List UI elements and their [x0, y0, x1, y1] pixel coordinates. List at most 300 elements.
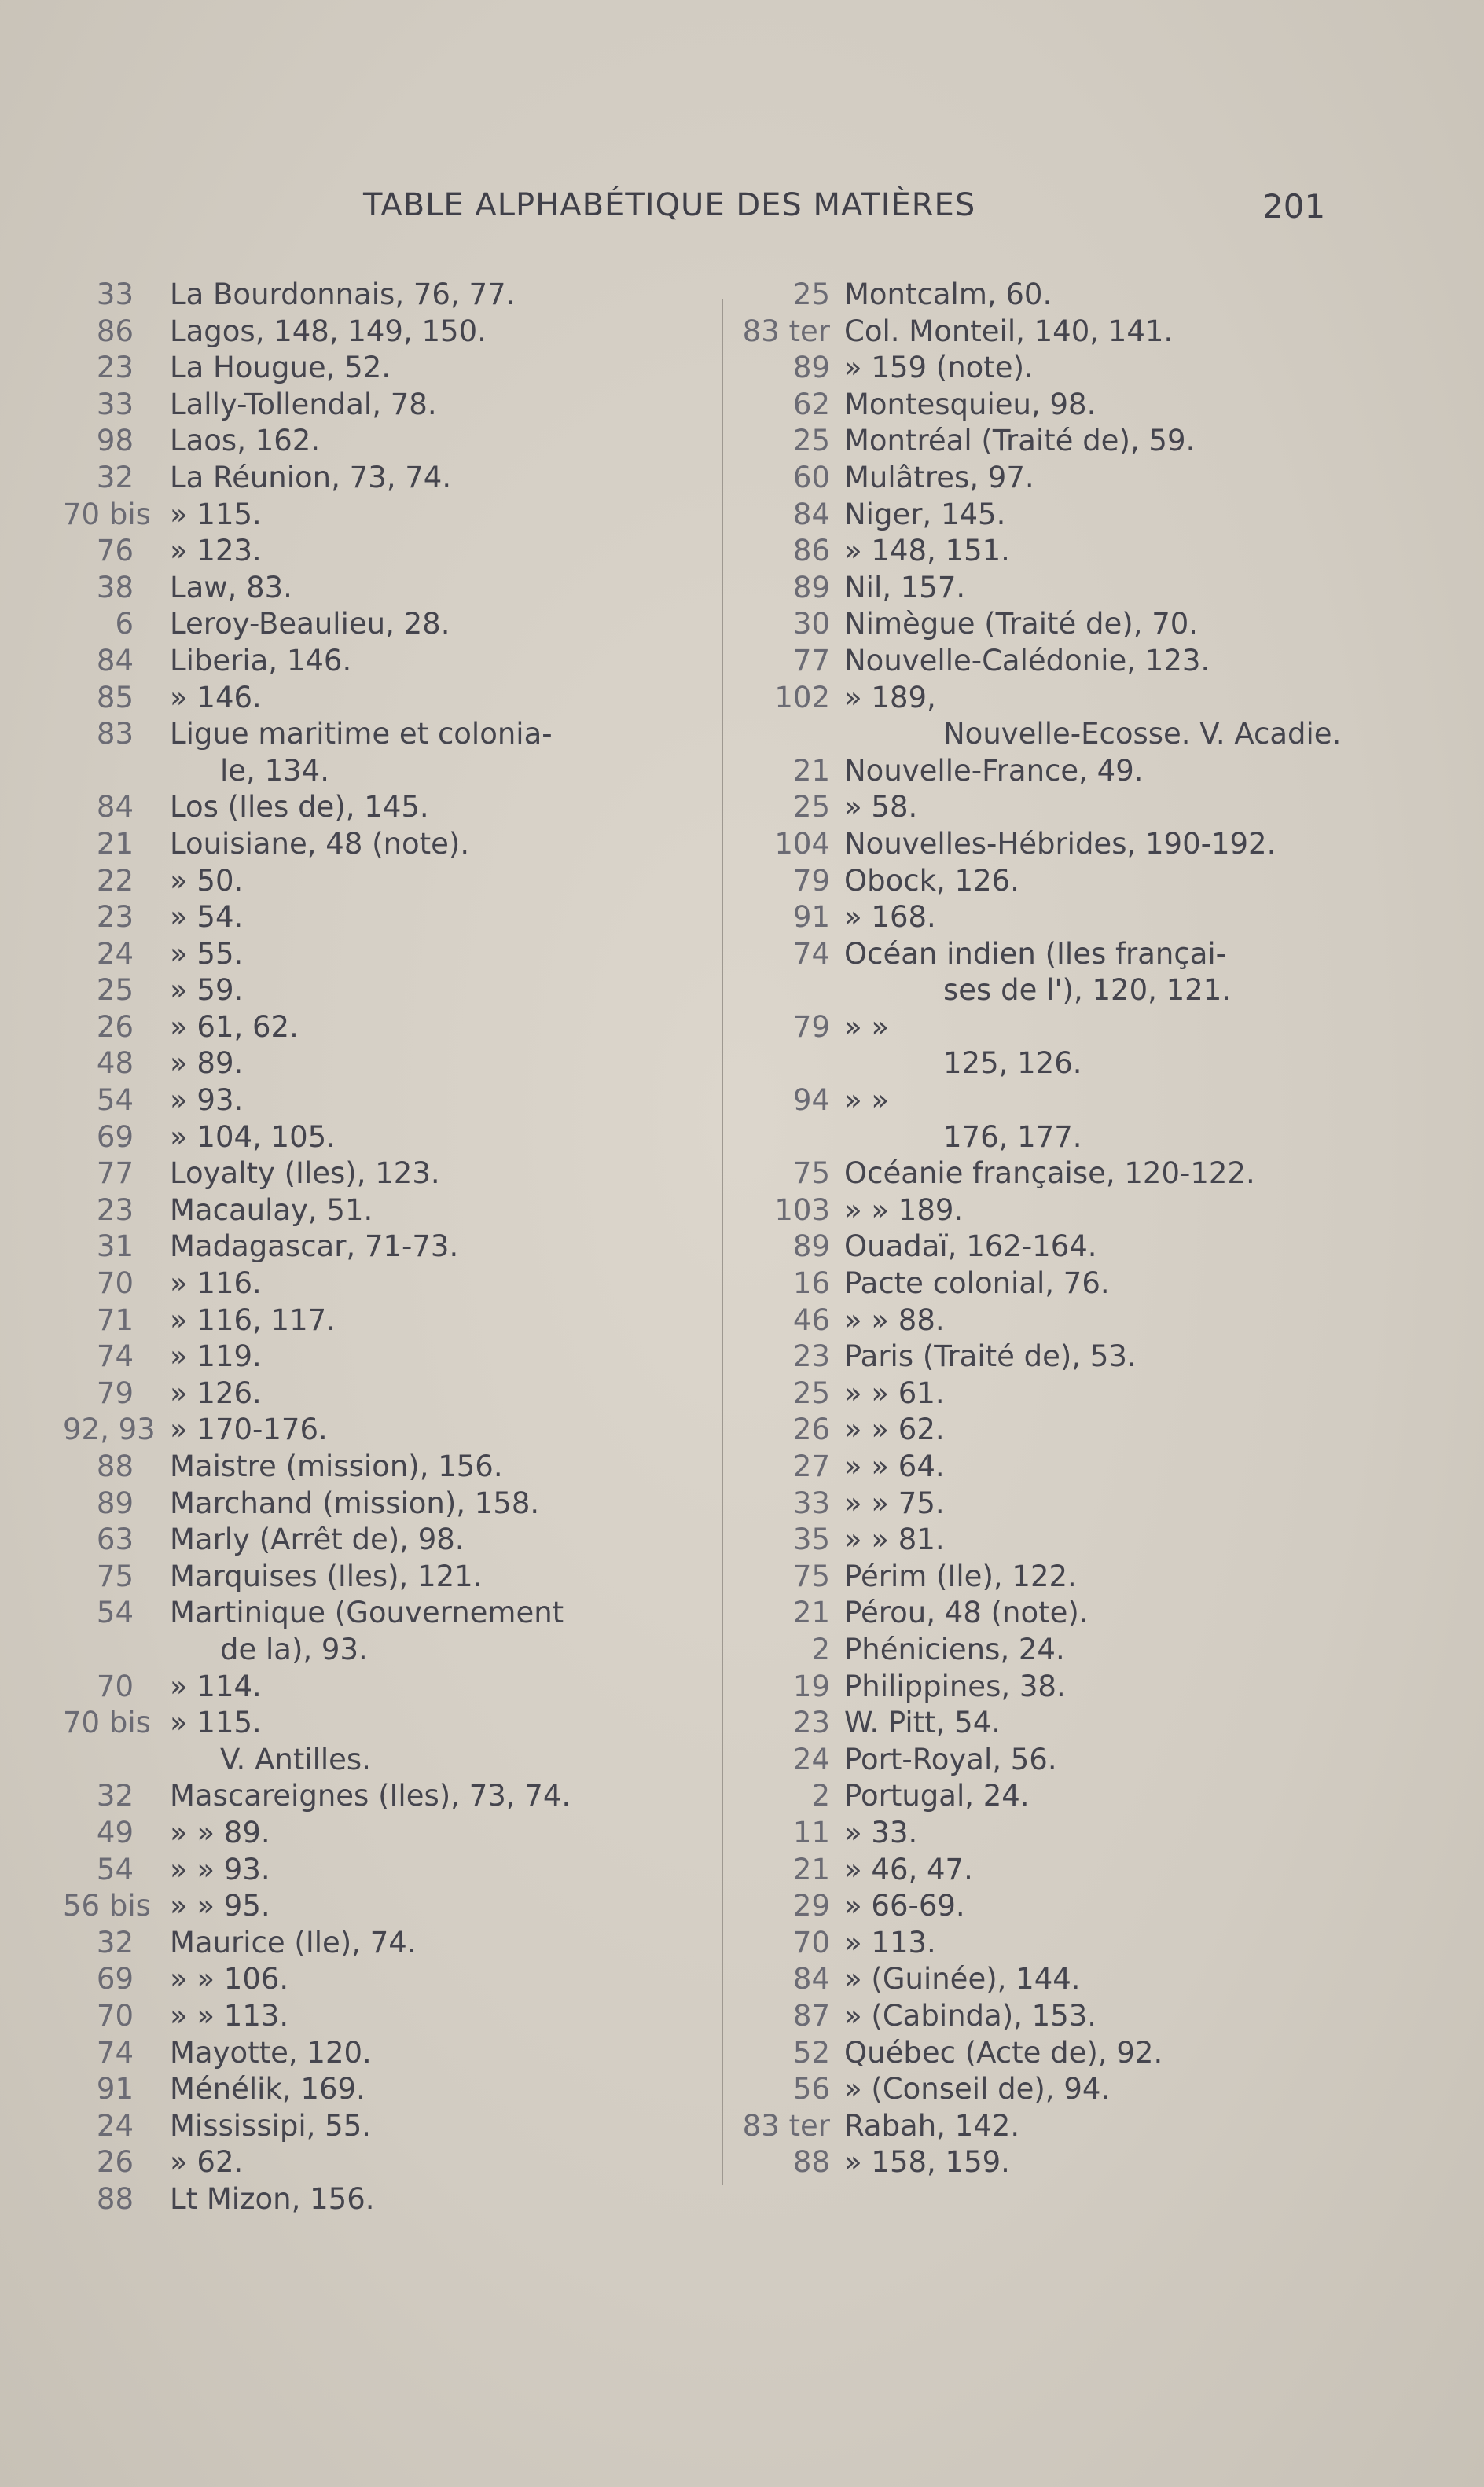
entry-text: » » 106.	[170, 1962, 289, 1997]
entry-page-ref: 29	[792, 1889, 830, 1923]
entry-text: Montréal (Traité de), 59.	[844, 424, 1196, 458]
index-entry	[755, 1412, 1415, 1449]
entry-page-ref: 91	[96, 2072, 134, 2107]
entry-text: » 115.	[170, 497, 262, 531]
entry-text: W. Pitt, 54.	[844, 1706, 1001, 1740]
index-entry	[755, 899, 1415, 936]
entry-text: Océan indien (Iles françai-	[844, 936, 1227, 971]
index-entry	[79, 1192, 739, 1229]
index-entry	[755, 2071, 1415, 2108]
index-entry	[79, 753, 739, 790]
entry-page-ref: 84	[792, 1962, 830, 1997]
entry-page-ref: 26	[96, 2145, 134, 2180]
entry-text: » 66-69.	[844, 1889, 965, 1923]
entry-text: » 189,	[844, 680, 936, 715]
entry-page-ref: 70	[96, 1266, 134, 1301]
index-entry	[742, 314, 1415, 351]
entry-page-ref: 88	[96, 2181, 134, 2216]
entry-page-ref: 83 ter	[742, 2108, 830, 2143]
entry-text: » 93.	[170, 1083, 244, 1118]
entry-page-ref: 52	[792, 2035, 830, 2070]
entry-text: Mayotte, 120.	[170, 2035, 372, 2070]
entry-page-ref: 25	[792, 1376, 830, 1410]
entry-page-ref: 89	[792, 570, 830, 604]
entry-text: » 158, 159.	[844, 2145, 1010, 2180]
index-entry	[755, 753, 1415, 790]
entry-text: » 55.	[170, 936, 244, 971]
entry-text: » 170-176.	[170, 1412, 328, 1447]
index-entry	[79, 387, 739, 424]
index-entry	[755, 1522, 1415, 1559]
index-entry	[79, 1522, 739, 1559]
index-entry	[79, 2144, 739, 2181]
entry-text: » 33.	[844, 1815, 918, 1850]
entry-text: » 50.	[170, 863, 244, 898]
index-entry	[79, 570, 739, 607]
index-entry	[755, 1339, 1415, 1376]
entry-page-ref: 23	[96, 900, 134, 935]
index-entry	[79, 1778, 739, 1815]
index-entry	[755, 1852, 1415, 1889]
index-entry	[79, 1669, 739, 1706]
entry-text: » » 93.	[170, 1852, 270, 1886]
entry-page-ref: 88	[792, 2145, 830, 2180]
entry-text: Lally-Tollendal, 78.	[170, 387, 437, 421]
entry-text: » 159 (note).	[844, 351, 1034, 385]
entry-text: La Réunion, 73, 74.	[170, 460, 452, 494]
index-entry	[79, 2181, 739, 2218]
index-entry	[79, 1852, 739, 1889]
entry-text: » 116, 117.	[170, 1302, 336, 1337]
index-entry	[755, 277, 1415, 314]
entry-page-ref: 49	[96, 1815, 134, 1850]
entry-page-ref: 26	[792, 1412, 830, 1447]
index-entry	[755, 936, 1415, 973]
entry-text: Phéniciens, 24.	[844, 1632, 1065, 1666]
index-entry	[755, 1119, 1415, 1156]
entry-page-ref: 70	[96, 1669, 134, 1703]
entry-page-ref: 25	[792, 277, 830, 311]
entry-text: Ouadaï, 162-164.	[844, 1229, 1097, 1264]
entry-text: Col. Monteil, 140, 141.	[844, 314, 1174, 348]
entry-text: Pacte colonial, 76.	[844, 1266, 1110, 1301]
entry-text: » 59.	[170, 973, 244, 1008]
entry-text: » » 75.	[844, 1486, 945, 1520]
index-entry	[755, 1595, 1415, 1632]
entry-page-ref: 48	[96, 1046, 134, 1081]
entry-page-ref: 23	[792, 1706, 830, 1740]
entry-text: Martinique (Gouvernement	[170, 1596, 564, 1630]
entry-page-ref: 56 bis	[63, 1889, 151, 1923]
index-entry	[755, 606, 1415, 643]
entry-text: Marly (Arrêt de), 98.	[170, 1523, 465, 1557]
entry-page-ref: 21	[792, 753, 830, 788]
index-entry	[79, 826, 739, 863]
entry-text: » 116.	[170, 1266, 262, 1301]
index-entry	[79, 460, 739, 497]
entry-text: La Bourdonnais, 76, 77.	[170, 277, 516, 311]
entry-text: Loyalty (Iles), 123.	[170, 1156, 440, 1191]
entry-text: » 115.	[170, 1706, 262, 1740]
entry-text: » » 189.	[844, 1192, 964, 1227]
entry-text: » 168.	[844, 900, 936, 935]
entry-page-ref: 69	[96, 1119, 134, 1154]
entry-text: Law, 83.	[170, 570, 292, 604]
entry-text: La Hougue, 52.	[170, 351, 391, 385]
entry-text: Marquises (Iles), 121.	[170, 1559, 483, 1593]
index-entry	[755, 1888, 1415, 1925]
entry-text: Port-Royal, 56.	[844, 1742, 1057, 1776]
index-entry	[79, 1815, 739, 1852]
index-entry	[79, 1009, 739, 1046]
entry-text: Nouvelle-Calédonie, 123.	[844, 643, 1210, 678]
entry-text: Laos, 162.	[170, 424, 321, 458]
entry-page-ref: 31	[96, 1229, 134, 1264]
index-entry	[755, 497, 1415, 534]
entry-page-ref: 21	[96, 826, 134, 861]
entry-text: Lt Mizon, 156.	[170, 2181, 375, 2216]
entry-page-ref: 88	[96, 1449, 134, 1483]
index-entry	[79, 2071, 739, 2108]
entry-page-ref: 54	[96, 1083, 134, 1118]
entry-page-ref: 38	[96, 570, 134, 604]
index-entry	[79, 2108, 739, 2145]
entry-page-ref: 103	[774, 1192, 830, 1227]
entry-text: » 46, 47.	[844, 1852, 973, 1886]
entry-page-ref: 32	[96, 460, 134, 494]
index-entry	[79, 1376, 739, 1412]
entry-page-ref: 102	[774, 680, 830, 715]
index-entry	[79, 606, 739, 643]
index-entry	[755, 1632, 1415, 1669]
entry-page-ref: 6	[115, 607, 134, 641]
entry-page-ref: 21	[792, 1852, 830, 1886]
index-entry	[755, 1229, 1415, 1266]
index-entry	[755, 1082, 1415, 1119]
index-entry	[63, 1412, 739, 1449]
entry-text: Montesquieu, 98.	[844, 387, 1096, 421]
entry-page-ref: 25	[792, 424, 830, 458]
page-number: 201	[1262, 187, 1326, 226]
entry-text: Nouvelle-Ecosse. V. Acadie.	[943, 717, 1342, 751]
entry-text: Mississipi, 55.	[170, 2108, 372, 2143]
page-title: TABLE ALPHABÉTIQUE DES MATIÈRES	[363, 187, 976, 223]
index-entry	[755, 1998, 1415, 2035]
entry-page-ref: 30	[792, 607, 830, 641]
entry-text: » 148, 151.	[844, 534, 1010, 568]
entry-page-ref: 24	[792, 1742, 830, 1776]
entry-text: Rabah, 142.	[844, 2108, 1020, 2143]
entry-text: » »	[844, 1009, 890, 1044]
entry-text: Mascareignes (Iles), 73, 74.	[170, 1779, 571, 1813]
entry-text: » » 61.	[844, 1376, 945, 1410]
entry-page-ref: 70 bis	[63, 1706, 151, 1740]
entry-page-ref: 76	[96, 534, 134, 568]
entry-text: » 119.	[170, 1339, 262, 1374]
index-entry	[755, 1559, 1415, 1596]
entry-text: Océanie française, 120-122.	[844, 1156, 1255, 1191]
entry-page-ref: 86	[96, 314, 134, 348]
index-entry	[79, 1045, 739, 1082]
entry-page-ref: 25	[96, 973, 134, 1008]
index-entry	[742, 2108, 1415, 2145]
index-entry	[79, 1632, 739, 1669]
entry-text: » 61, 62.	[170, 1009, 299, 1044]
entry-page-ref: 33	[792, 1486, 830, 1520]
index-entry	[79, 1266, 739, 1302]
entry-page-ref: 77	[792, 643, 830, 678]
entry-text: » (Cabinda), 153.	[844, 1998, 1097, 2033]
entry-page-ref: 33	[96, 277, 134, 311]
index-entry	[79, 423, 739, 460]
index-entry	[63, 1705, 739, 1742]
entry-page-ref: 25	[792, 790, 830, 825]
index-entry	[755, 1705, 1415, 1742]
entry-text: Québec (Acte de), 92.	[844, 2035, 1163, 2070]
entry-text: Obock, 126.	[844, 863, 1019, 898]
index-entry	[79, 2035, 739, 2072]
entry-text: Ligue maritime et colonia-	[170, 717, 553, 751]
index-entry	[63, 1888, 739, 1925]
index-entry	[79, 1595, 739, 1632]
index-entry	[79, 1925, 739, 1962]
index-entry	[755, 387, 1415, 424]
index-entry	[755, 2035, 1415, 2072]
index-entry	[755, 423, 1415, 460]
entry-text: » » 113.	[170, 1998, 289, 2033]
index-entry	[755, 716, 1415, 753]
index-entry	[755, 1742, 1415, 1779]
entry-text: » 58.	[844, 790, 918, 825]
entry-text: » 104, 105.	[170, 1119, 336, 1154]
entry-text: » (Conseil de), 94.	[844, 2072, 1111, 2107]
index-entry	[755, 680, 1415, 717]
entry-page-ref: 46	[792, 1302, 830, 1337]
column-divider	[722, 299, 723, 2185]
index-entry	[755, 1925, 1415, 1962]
index-entry	[79, 1998, 739, 2035]
index-entry	[79, 314, 739, 351]
index-entry	[79, 863, 739, 900]
index-entry	[79, 972, 739, 1009]
entry-text: Niger, 145.	[844, 497, 1006, 531]
index-entry	[755, 1192, 1415, 1229]
index-entry	[755, 1266, 1415, 1302]
entry-page-ref: 56	[792, 2072, 830, 2107]
index-entry	[755, 863, 1415, 900]
entry-page-ref: 21	[792, 1596, 830, 1630]
entry-page-ref: 69	[96, 1962, 134, 1997]
entry-text: Nimègue (Traité de), 70.	[844, 607, 1199, 641]
entry-text: le, 134.	[220, 753, 329, 788]
entry-page-ref: 24	[96, 936, 134, 971]
entry-text: Mulâtres, 97.	[844, 460, 1034, 494]
entry-page-ref: 24	[96, 2108, 134, 2143]
entry-page-ref: 70 bis	[63, 497, 151, 531]
index-entry	[755, 570, 1415, 607]
entry-text: » 123.	[170, 534, 262, 568]
entry-text: 125, 126.	[943, 1046, 1082, 1081]
entry-text: Paris (Traité de), 53.	[844, 1339, 1137, 1374]
entry-page-ref: 75	[792, 1156, 830, 1191]
entry-text: » 113.	[844, 1925, 936, 1960]
entry-text: » » 88.	[844, 1302, 945, 1337]
entry-page-ref: 71	[96, 1302, 134, 1337]
entry-page-ref: 22	[96, 863, 134, 898]
entry-page-ref: 84	[96, 790, 134, 825]
index-entry	[79, 789, 739, 826]
page-header	[0, 187, 1484, 234]
entry-page-ref: 79	[792, 863, 830, 898]
index-entry	[755, 1045, 1415, 1082]
entry-text: Maistre (mission), 156.	[170, 1449, 503, 1483]
entry-page-ref: 26	[96, 1009, 134, 1044]
entry-text: » »	[844, 1083, 890, 1118]
entry-text: Macaulay, 51.	[170, 1192, 373, 1227]
entry-page-ref: 70	[792, 1925, 830, 1960]
entry-text: Liberia, 146.	[170, 643, 352, 678]
entry-page-ref: 54	[96, 1852, 134, 1886]
index-entry	[755, 1302, 1415, 1339]
entry-text: Portugal, 24.	[844, 1779, 1030, 1813]
entry-page-ref: 92, 93	[63, 1412, 156, 1447]
entry-text: » » 64.	[844, 1449, 945, 1483]
index-entry	[79, 1302, 739, 1339]
entry-text: Philippines, 38.	[844, 1669, 1066, 1703]
index-entry	[755, 972, 1415, 1009]
entry-text: Madagascar, 71-73.	[170, 1229, 459, 1264]
entry-text: Nouvelles-Hébrides, 190-192.	[844, 826, 1276, 861]
entry-text: » 62.	[170, 2145, 244, 2180]
entry-page-ref: 11	[792, 1815, 830, 1850]
index-entry	[79, 1155, 739, 1192]
index-entry	[79, 899, 739, 936]
left-column	[63, 277, 739, 2217]
index-entry	[79, 1449, 739, 1486]
entry-text: » 126.	[170, 1376, 262, 1410]
entry-text: Lagos, 148, 149, 150.	[170, 314, 487, 348]
entry-page-ref: 89	[792, 351, 830, 385]
entry-text: » 146.	[170, 680, 262, 715]
index-entry	[79, 1486, 739, 1523]
entry-page-ref: 75	[96, 1559, 134, 1593]
index-entry	[63, 497, 739, 534]
entry-page-ref: 23	[96, 351, 134, 385]
index-entry	[79, 1961, 739, 1998]
index-entry	[79, 936, 739, 973]
entry-page-ref: 60	[792, 460, 830, 494]
entry-page-ref: 23	[792, 1339, 830, 1374]
entry-text: Leroy-Beaulieu, 28.	[170, 607, 450, 641]
entry-page-ref: 2	[811, 1632, 830, 1666]
entry-page-ref: 89	[792, 1229, 830, 1264]
index-entry	[755, 643, 1415, 680]
index-entry	[755, 460, 1415, 497]
index-entry	[755, 1961, 1415, 1998]
entry-text: » » 62.	[844, 1412, 945, 1447]
entry-text: 176, 177.	[943, 1119, 1082, 1154]
right-column	[742, 277, 1415, 2181]
index-entry	[79, 1559, 739, 1596]
entry-page-ref: 32	[96, 1925, 134, 1960]
entry-page-ref: 83 ter	[742, 314, 830, 348]
entry-page-ref: 84	[96, 643, 134, 678]
entry-page-ref: 104	[774, 826, 830, 861]
entry-page-ref: 27	[792, 1449, 830, 1483]
index-entry	[755, 1486, 1415, 1523]
entry-page-ref: 74	[792, 936, 830, 971]
index-entry	[79, 1119, 739, 1156]
entry-page-ref: 32	[96, 1779, 134, 1813]
entry-page-ref: 19	[792, 1669, 830, 1703]
entry-page-ref: 77	[96, 1156, 134, 1191]
entry-text: Los (Iles de), 145.	[170, 790, 429, 825]
entry-page-ref: 87	[792, 1998, 830, 2033]
entry-text: Ménélik, 169.	[170, 2072, 365, 2107]
entry-text: V. Antilles.	[220, 1742, 371, 1776]
index-entry	[79, 1339, 739, 1376]
index-entry	[755, 1009, 1415, 1046]
index-entry	[79, 350, 739, 387]
index-entry	[79, 643, 739, 680]
entry-text: » 54.	[170, 900, 244, 935]
index-entry	[755, 1376, 1415, 1412]
entry-text: » 114.	[170, 1669, 262, 1703]
index-entry	[755, 533, 1415, 570]
entry-page-ref: 98	[96, 424, 134, 458]
entry-page-ref: 33	[96, 387, 134, 421]
index-entry	[755, 789, 1415, 826]
index-entry	[755, 1778, 1415, 1815]
index-entry	[79, 1742, 739, 1779]
entry-text: Nouvelle-France, 49.	[844, 753, 1144, 788]
index-entry	[79, 1082, 739, 1119]
entry-page-ref: 23	[96, 1192, 134, 1227]
entry-page-ref: 86	[792, 534, 830, 568]
entry-text: » » 81.	[844, 1523, 945, 1557]
entry-text: Périm (Ile), 122.	[844, 1559, 1077, 1593]
entry-page-ref: 79	[792, 1009, 830, 1044]
entry-page-ref: 2	[811, 1779, 830, 1813]
index-entry	[755, 1669, 1415, 1706]
entry-page-ref: 16	[792, 1266, 830, 1301]
index-entry	[79, 680, 739, 717]
entry-page-ref: 74	[96, 1339, 134, 1374]
entry-page-ref: 63	[96, 1523, 134, 1557]
entry-page-ref: 62	[792, 387, 830, 421]
index-entry	[755, 1815, 1415, 1852]
entry-page-ref: 85	[96, 680, 134, 715]
entry-page-ref: 83	[96, 717, 134, 751]
index-entry	[755, 2144, 1415, 2181]
entry-page-ref: 79	[96, 1376, 134, 1410]
entry-text: Maurice (Ile), 74.	[170, 1925, 417, 1960]
entry-page-ref: 70	[96, 1998, 134, 2033]
index-entry	[755, 350, 1415, 387]
entry-page-ref: 94	[792, 1083, 830, 1118]
index-entry	[79, 1229, 739, 1266]
entry-text: ses de l'), 120, 121.	[943, 973, 1232, 1008]
index-entry	[755, 1155, 1415, 1192]
entry-page-ref: 75	[792, 1559, 830, 1593]
entry-text: Nil, 157.	[844, 570, 966, 604]
entry-page-ref: 35	[792, 1523, 830, 1557]
entry-page-ref: 74	[96, 2035, 134, 2070]
index-entry	[79, 716, 739, 753]
index-entry	[755, 1449, 1415, 1486]
entry-page-ref: 89	[96, 1486, 134, 1520]
index-entry	[79, 533, 739, 570]
